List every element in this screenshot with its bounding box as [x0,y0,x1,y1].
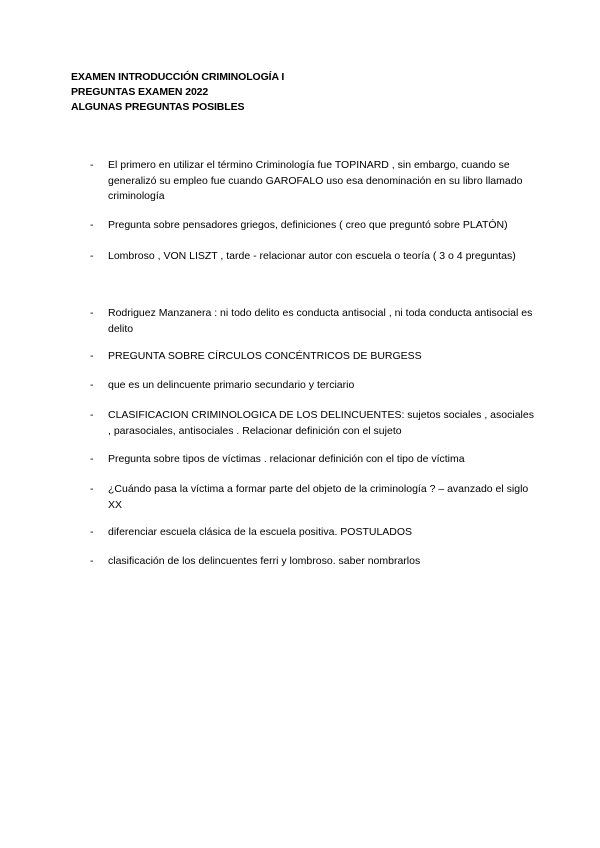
item-text: CLASIFICACION CRIMINOLOGICA DE LOS DELINCUENTES: sujetos sociales , asociales , parasociales, antisociales . Relacionar definición con el sujeto [108,409,534,437]
bullet-dash: - [90,250,94,262]
bullet-dash: - [90,453,94,465]
item-text: diferenciar escuela clásica de la escuela positiva. POSTULADOS [108,526,413,538]
item-text: Pregunta sobre tipos de víctimas . relacionar definición con el tipo de víctima [108,453,465,465]
bullet-dash: - [90,159,94,171]
item-text: que es un delincuente primario secundario y terciario [108,379,355,391]
section-title: ALGUNAS PREGUNTAS POSIBLES [71,101,245,113]
exam-subtitle: PREGUNTAS EXAMEN 2022 [71,86,209,98]
exam-title: EXAMEN INTRODUCCIÓN CRIMINOLOGÍA I [71,71,285,83]
item-text: Pregunta sobre pensadores griegos, definiciones ( creo que preguntó sobre PLATÓN) [108,219,508,231]
bullet-dash: - [90,409,94,421]
bullet-dash: - [90,555,94,567]
item-text: Rodriguez Manzanera : ni todo delito es conducta antisocial , ni toda conducta antisocial es delito [108,307,533,335]
item-text: PREGUNTA SOBRE CÍRCULOS CONCÉNTRICOS DE BURGESS [108,350,422,362]
bullet-dash: - [90,526,94,538]
item-text: clasificación de los delincuentes ferri y lombroso. saber nombrarlos [108,555,421,567]
item-text: El primero en utilizar el término Criminología fue TOPINARD , sin embargo, cuando se generalizó su empleo fue cuando GAROFALO uso esa denominación en su libro llamado criminología [108,159,523,202]
bullet-dash: - [90,350,94,362]
bullet-dash: - [90,379,94,391]
bullet-dash: - [90,307,94,319]
item-text: ¿Cuándo pasa la víctima a formar parte del objeto de la criminología ? – avanzado el siglo XX [108,483,529,511]
bullet-dash: - [90,219,94,231]
item-text: Lombroso , VON LISZT , tarde - relacionar autor con escuela o teoría ( 3 o 4 preguntas) [108,250,516,262]
bullet-dash: - [90,483,94,495]
